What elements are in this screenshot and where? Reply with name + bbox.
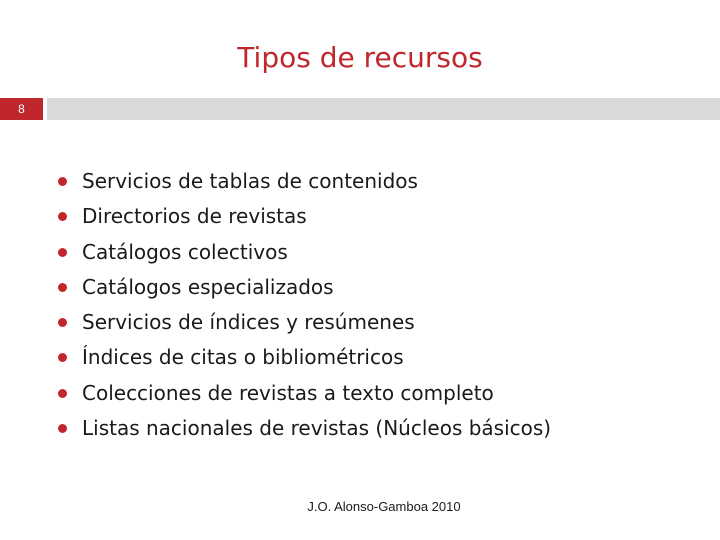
bullet-text: Índices de citas o bibliométricos (82, 345, 404, 370)
bullet-text: Servicios de tablas de contenidos (82, 169, 418, 193)
page-number-box (0, 98, 43, 120)
bullet-dot-icon (58, 177, 67, 186)
bullet-dot-icon (58, 318, 67, 327)
bullet-text: Catálogos especializados (82, 274, 334, 299)
bullet-text: Directorios de revistas (82, 204, 307, 229)
bullet-dot-icon (58, 212, 67, 221)
bullet-text: Colecciones de revistas a texto completo (82, 380, 494, 405)
header-bar (47, 98, 720, 120)
bullet-dot-icon (58, 353, 67, 362)
bullet-dot-icon (58, 389, 67, 398)
bullet-text: Servicios de índices y resúmenes (82, 310, 415, 335)
page-number: 8 (18, 102, 25, 116)
bullet-dot-icon (58, 283, 67, 292)
bullet-text: Listas nacionales de revistas (Núcleos básicos) (82, 416, 552, 441)
footer-credit: J.O. Alonso-Gamboa 2010 (307, 499, 461, 514)
slide-title: Tipos de recursos (237, 41, 483, 74)
bullet-dot-icon (58, 248, 67, 257)
bullet-text: Catálogos colectivos (82, 239, 288, 264)
bullet-dot-icon (58, 424, 67, 433)
